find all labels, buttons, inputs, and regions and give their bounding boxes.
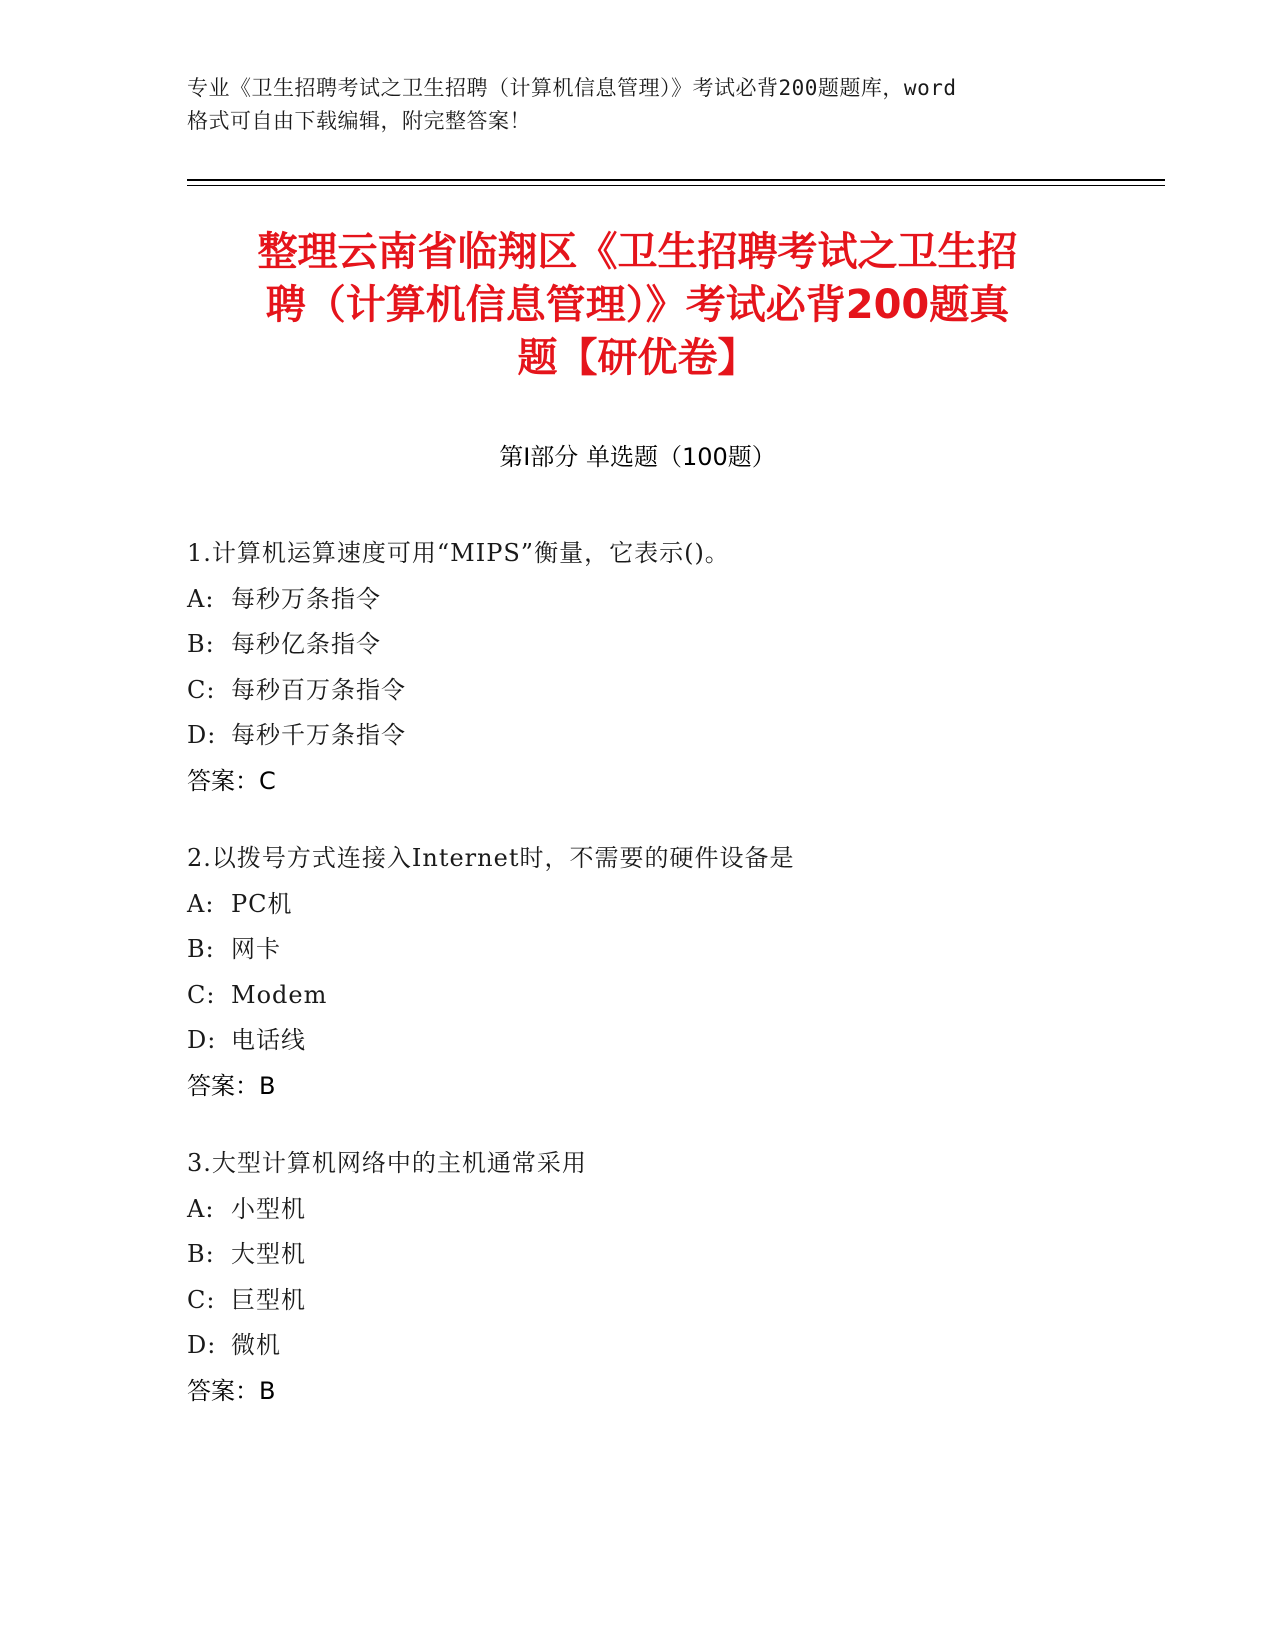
question-option-c	[187, 1278, 1147, 1324]
option-text: PC机	[231, 889, 293, 918]
question-stem: 1.计算机运算速度可用“MIPS”衡量，它表示()。	[187, 539, 730, 567]
option-letter: C:	[187, 980, 216, 1009]
section-heading: 第Ⅰ部分 单选题（100题）	[499, 443, 776, 471]
document-title-line-2: 聘（计算机信息管理）》考试必背200题真	[265, 282, 1010, 328]
option-letter: D:	[187, 1331, 217, 1359]
option-letter: A:	[187, 1194, 215, 1223]
question-option-d	[187, 713, 1147, 759]
option-text: 巨型机	[231, 1285, 306, 1314]
document-title-line-3: 题【研优卷】	[517, 335, 758, 381]
question-option-c	[187, 668, 1147, 714]
question-option-a	[187, 882, 1147, 928]
option-text: 小型机	[231, 1194, 306, 1223]
question-option-d	[187, 1323, 1147, 1369]
option-text: 大型机	[231, 1240, 306, 1268]
question-item	[187, 1141, 1147, 1414]
header-note	[187, 72, 1087, 138]
question-item	[187, 836, 1147, 1109]
option-text: Modem	[231, 980, 328, 1009]
option-letter: D:	[187, 721, 217, 749]
document-title-line-1: 整理云南省临翔区《卫生招聘考试之卫生招	[257, 229, 1018, 275]
header-note-line-2: 格式可自由下载编辑，附完整答案！	[187, 109, 531, 133]
document-title	[170, 226, 1105, 385]
question-stem: 2.以拨号方式连接入Internet时，不需要的硬件设备是	[187, 844, 795, 872]
question-option-a	[187, 1187, 1147, 1233]
question-answer: 答案：B	[187, 1376, 276, 1405]
question-option-b	[187, 927, 1147, 973]
question-option-b	[187, 1232, 1147, 1278]
option-letter: B:	[187, 935, 215, 963]
option-text: 电话线	[231, 1026, 306, 1054]
question-item	[187, 531, 1147, 804]
question-answer: 答案：C	[187, 766, 276, 795]
question-option-d	[187, 1018, 1147, 1064]
option-text: 每秒亿条指令	[231, 630, 381, 658]
option-letter: C:	[187, 1285, 216, 1314]
option-letter: B:	[187, 630, 215, 658]
question-stem: 3.大型计算机网络中的主机通常采用	[187, 1149, 587, 1177]
option-text: 每秒千万条指令	[231, 721, 406, 749]
option-letter: A:	[187, 584, 215, 613]
option-text: 网卡	[231, 935, 281, 963]
header-note-line-1: 专业《卫生招聘考试之卫生招聘（计算机信息管理）》考试必背200题题库，word	[187, 76, 957, 100]
option-letter: B:	[187, 1240, 215, 1268]
option-text: 微机	[231, 1331, 281, 1359]
option-letter: A:	[187, 889, 215, 918]
question-option-c	[187, 973, 1147, 1019]
question-option-a	[187, 577, 1147, 623]
question-list	[187, 531, 1147, 1446]
option-text: 每秒万条指令	[231, 584, 381, 613]
question-answer: 答案：B	[187, 1071, 276, 1100]
header-divider-thin	[187, 185, 1165, 186]
question-option-b	[187, 622, 1147, 668]
header-divider-thick	[187, 179, 1165, 181]
option-letter: C:	[187, 675, 216, 704]
option-letter: D:	[187, 1026, 217, 1054]
option-text: 每秒百万条指令	[231, 675, 406, 704]
